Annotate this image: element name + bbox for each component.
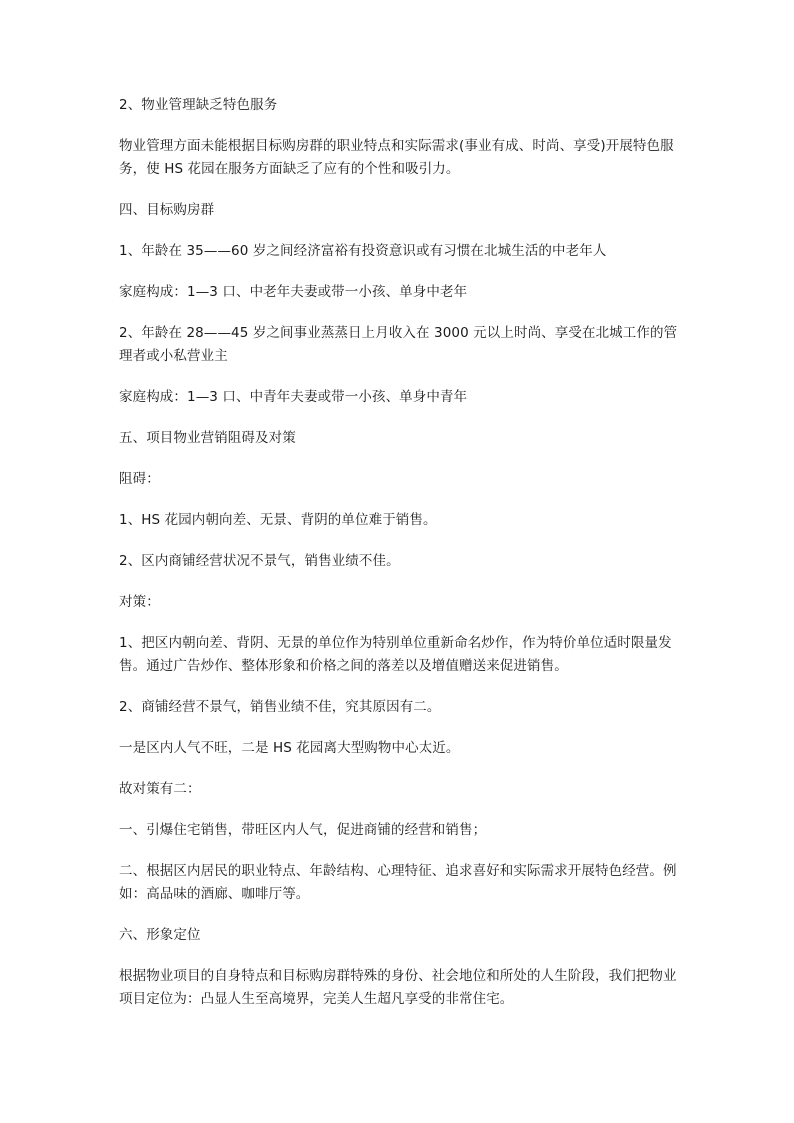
paragraph-buyer-group-2: 2、年龄在 28——45 岁之间事业蒸蒸日上月收入在 3000 元以上时尚、享受在北城工作的管理者或小私营业主: [119, 325, 678, 364]
label-obstacles: 阻碍：: [119, 471, 160, 487]
paragraph-obstacle-2: 2、区内商铺经营状况不景气，销售业绩不佳。: [119, 553, 400, 569]
heading-obstacles-countermeasures: 五、项目物业营销阻碍及对策: [119, 430, 296, 446]
paragraph-countermeasure-1: 1、把区内朝向差、背阴、无景的单位作为特别单位重新命名炒作，作为特价单位适时限量发售。通过广告炒作、整体形象和价格之间的落差以及增值赠送来促进销售。: [119, 635, 672, 674]
paragraph-measure-one: 一、引爆住宅销售，带旺区内人气，促进商铺的经营和销售；: [119, 822, 487, 838]
paragraph-buyer-group-1: 1、年龄在 35——60 岁之间经济富裕有投资意识或有习惯在北城生活的中老年人: [119, 243, 607, 259]
label-two-countermeasures: 故对策有二：: [119, 781, 201, 797]
heading-image-positioning: 六、形象定位: [119, 927, 201, 943]
paragraph-family-2: 家庭构成：1—3 口、中青年夫妻或带一小孩、单身中青年: [119, 389, 468, 405]
heading-property-management: 2、物业管理缺乏特色服务: [119, 97, 278, 113]
paragraph-obstacle-1: 1、HS 花园内朝向差、无景、背阴的单位难于销售。: [119, 512, 437, 528]
paragraph-positioning: 根据物业项目的自身特点和目标购房群特殊的身份、社会地位和所处的人生阶段，我们把物业项目定位为：凸显人生至高境界，完美人生超凡享受的非常住宅。: [119, 968, 677, 1007]
document-page: [119, 94, 679, 1029]
label-countermeasures: 对策：: [119, 594, 160, 610]
heading-target-buyers: 四、目标购房群: [119, 202, 215, 218]
paragraph-service-issue: 物业管理方面未能根据目标购房群的职业特点和实际需求(事业有成、时尚、享受)开展特色服务，使 HS 花园在服务方面缺乏了应有的个性和吸引力。: [119, 138, 674, 177]
paragraph-measure-two: 二、根据区内居民的职业特点、年龄结构、心理特征、追求喜好和实际需求开展特色经营。例如：高品味的酒廊、咖啡厅等。: [119, 863, 677, 902]
paragraph-countermeasure-2: 2、商铺经营不景气，销售业绩不佳，究其原因有二。: [119, 699, 441, 715]
paragraph-family-1: 家庭构成：1—3 口、中老年夫妻或带一小孩、单身中老年: [119, 284, 468, 300]
paragraph-reasons: 一是区内人气不旺，二是 HS 花园离大型购物中心太近。: [119, 740, 460, 756]
